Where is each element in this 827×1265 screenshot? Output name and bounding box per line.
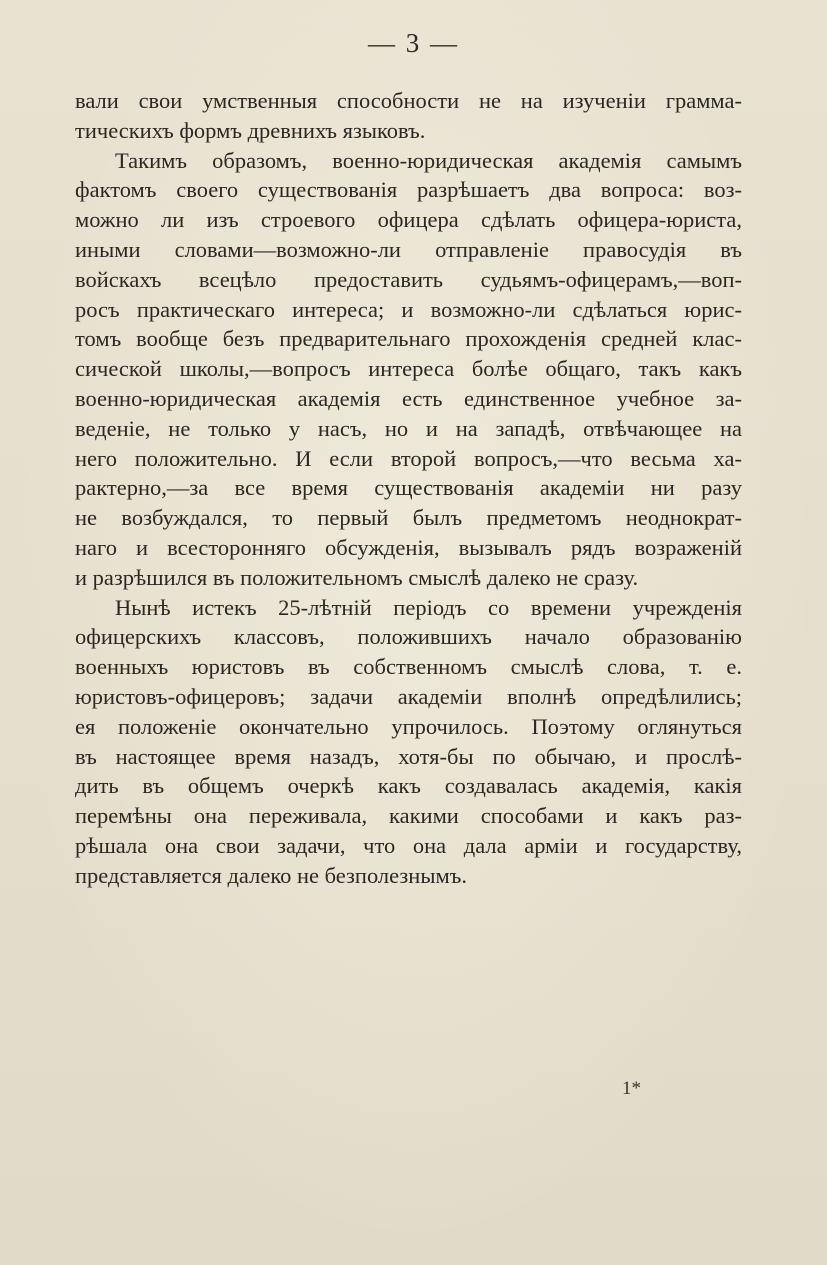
text-line: томъ вообще безъ предварительнаго прохожденія средней клас- — [75, 326, 742, 352]
page-number: — 3 — — [368, 28, 459, 58]
text-line: юристовъ-офицеровъ; задачи академіи вполнѣ опредѣлились; — [75, 683, 742, 709]
text-line: сической школы,—вопросъ интереса болѣе общаго, такъ какъ — [75, 356, 742, 382]
text-line: не возбуждался, то первый былъ предметомъ неоднократ- — [75, 505, 742, 531]
text-line: него положительно. И если второй вопросъ,—что весьма ха- — [75, 445, 742, 471]
text-line: наго и всесторонняго обсужденія, вызывалъ рядъ возраженій — [75, 534, 742, 560]
text-line: рактерно,—за все время существованія академіи ни разу — [75, 475, 742, 501]
text-line: въ настоящее время назадъ, хотя-бы по обычаю, и прослѣ- — [75, 743, 742, 769]
text-line: ея положеніе окончательно упрочилось. Поэтому оглянуться — [75, 713, 742, 739]
text-line: и разрѣшился въ положительномъ смыслѣ далеко не сразу. — [75, 564, 639, 590]
text-line: фактомъ своего существованія разрѣшаетъ два вопроса: воз- — [75, 177, 742, 203]
text-line: военно-юридическая академія есть единственное учебное за- — [75, 385, 742, 411]
text-line: войскахъ всецѣло предоставить судьямъ-офицерамъ,—воп- — [75, 266, 742, 292]
text-line: офицерскихъ классовъ, положившихъ начало образованію — [75, 624, 742, 650]
text-line: рѣшала она свои задачи, что она дала арміи и государству, — [75, 832, 742, 858]
text-line: Такимъ образомъ, военно-юридическая академія самымъ — [115, 147, 742, 173]
text-line: вали свои умственныя способности не на изученіи грамма- — [75, 88, 742, 113]
body-text — [75, 86, 742, 891]
text-line: росъ практическаго интереса; и возможно-ли сдѣлаться юрис- — [75, 296, 742, 322]
text-line: веденіе, не только у насъ, но и на западѣ, отвѣчающее на — [75, 415, 742, 441]
signature-mark: 1* — [622, 1078, 641, 1099]
text-line: дить въ общемъ очеркѣ какъ создавалась академія, какія — [75, 773, 742, 799]
text-line: можно ли изъ строевого офицера сдѣлать офицера-юриста, — [75, 207, 742, 233]
text-line: иными словами—возможно-ли отправленіе правосудія въ — [75, 236, 742, 262]
text-line: перемѣны она переживала, какими способами и какъ раз- — [75, 803, 742, 829]
text-line: военныхъ юристовъ въ собственномъ смыслѣ слова, т. е. — [75, 654, 742, 680]
text-line: Нынѣ истекъ 25-лѣтній періодъ со времени учрежденія — [115, 594, 742, 620]
text-line: представляется далеко не безполезнымъ. — [75, 862, 467, 888]
text-line: тическихъ формъ древнихъ языковъ. — [75, 117, 426, 143]
